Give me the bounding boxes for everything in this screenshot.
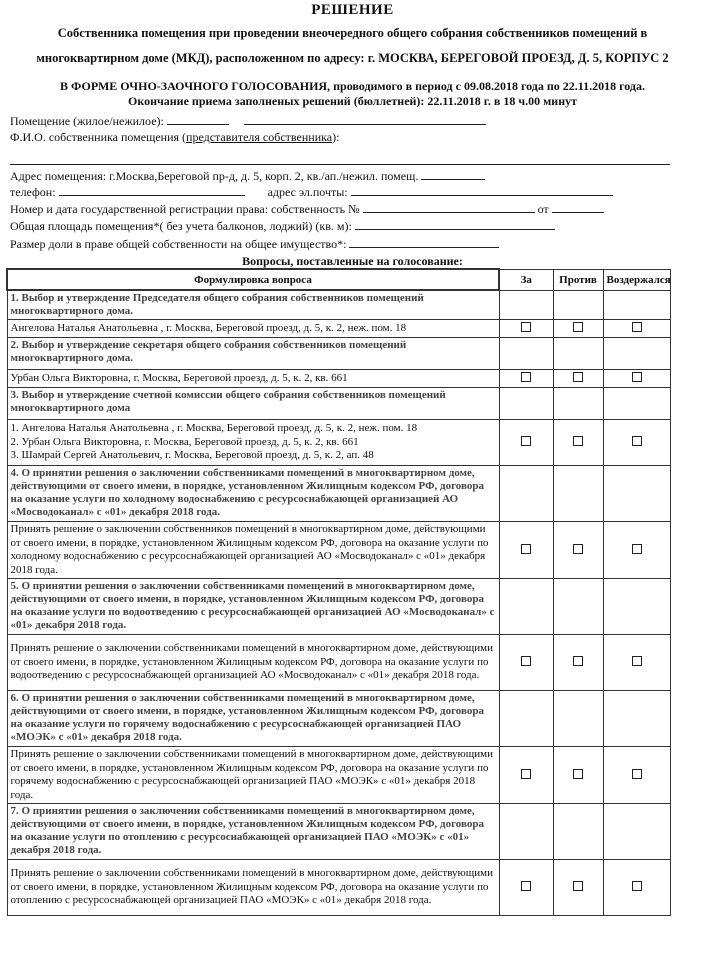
answer-text: 1. Ангелова Наталья Анатольевна , г. Москва, Береговой проезд, д. 5, к. 2, неж. пом. 18 2. Урбан Ольга Викторовна, г. Москва, Береговой проезд, д. 5, к. 2, кв. 661 3. Шамрай Сергей Анатольевич, г. Москва, Береговой проезд, д. 5, к. 2, ап. 48 (7, 420, 499, 466)
vote-against-checkbox[interactable] (573, 769, 583, 779)
vote-against-checkbox[interactable] (573, 372, 583, 382)
answer-row (7, 370, 670, 388)
vote-cell (553, 635, 603, 691)
registration-label: Номер и дата государственной регистрации права: собственность № (10, 202, 360, 216)
vote-cell (499, 635, 553, 691)
vote-cell (603, 747, 670, 804)
vote-cell (499, 804, 553, 860)
area-field[interactable] (355, 218, 555, 230)
question-title-row (7, 804, 670, 860)
questions-body (7, 290, 670, 916)
vote-abstain-checkbox[interactable] (632, 322, 642, 332)
owner-rep-label: представителя собственника (186, 130, 333, 144)
doc-subtitle-2: многоквартирном доме (МКД), расположенном по адресу: г. МОСКВА, БЕРЕГОВОЙ ПРОЕЗД, Д. 5, КОРПУС 2 (36, 51, 669, 65)
vote-against-checkbox[interactable] (573, 322, 583, 332)
vote-cell (553, 860, 603, 916)
premises-label: Помещение (жилое/нежилое): (10, 114, 164, 128)
vote-abstain-checkbox[interactable] (632, 372, 642, 382)
answer-row (7, 860, 670, 916)
owner-label-end: ): (332, 130, 340, 144)
question-title: 3. Выбор и утверждение счетной комиссии общего собрания собственников помещений многоквартирного дома (7, 388, 499, 420)
vote-cell (499, 860, 553, 916)
questions-table (6, 268, 671, 916)
contact-row (10, 184, 613, 200)
vote-cell (499, 338, 553, 370)
doc-subtitle-3: В ФОРМЕ ОЧНО-ЗАОЧНОГО ГОЛОСОВАНИЯ, проводимого в период с 09.08.2018 года по 22.11.2018 года. (60, 79, 645, 93)
vote-cell (553, 579, 603, 635)
registration-row (10, 201, 604, 217)
doc-subtitle-1: Собственника помещения при проведении внеочередного общего собрания собственников помещений в (57, 26, 648, 40)
vote-cell (499, 388, 553, 420)
answer-row (7, 522, 670, 579)
vote-abstain-checkbox[interactable] (632, 544, 642, 554)
answer-row (7, 420, 670, 466)
question-title-row (7, 579, 670, 635)
address-number-field[interactable] (421, 168, 485, 180)
vote-for-checkbox[interactable] (521, 656, 531, 666)
answer-text: Принять решение о заключении собственников помещений в многоквартирном доме, действующими от своего имени, в порядке, установленном Жилищным кодексом РФ, договора на оказание услуги по холодному водоснабжению с ресурсоснабжающей организацией АО «Мосводоканал» с «01» декабря 2018 года. (7, 522, 499, 579)
vote-cell (553, 420, 603, 466)
vote-cell (603, 420, 670, 466)
email-field[interactable] (351, 184, 613, 196)
address-label: Адрес помещения: г.Москва,Береговой пр-д, д. 5, корп. 2, кв./ап./нежил. помещ. (10, 169, 419, 183)
question-title-row (7, 691, 670, 747)
vote-cell (553, 290, 603, 320)
vote-cell (553, 320, 603, 338)
vote-cell (603, 804, 670, 860)
answer-text: Ангелова Наталья Анатольевна , г. Москва, Береговой проезд, д. 5, к. 2, неж. пом. 18 (7, 320, 499, 338)
vote-for-checkbox[interactable] (521, 372, 531, 382)
vote-cell (499, 320, 553, 338)
owner-row (10, 130, 339, 145)
vote-cell (603, 466, 670, 522)
vote-abstain-checkbox[interactable] (632, 436, 642, 446)
owner-name-line[interactable] (10, 164, 670, 165)
phone-field[interactable] (59, 184, 245, 196)
vote-cell (553, 370, 603, 388)
vote-cell (603, 860, 670, 916)
phone-label: телефон: (10, 185, 56, 199)
vote-cell (499, 579, 553, 635)
question-title: 1. Выбор и утверждение Председателя общего собрания собственников помещений многоквартирного дома. (7, 290, 499, 320)
registration-from-label: от (537, 202, 549, 216)
vote-cell (553, 804, 603, 860)
question-title: 5. О принятии решения о заключении собственниками помещений в многоквартирном доме, действующими от своего имени, в порядке, установленном Жилищным кодексом РФ, договора на оказание услуги по водоотведению с ресурсоснабжающей организацией АО «Мосводоканал» с «01» декабря 2018 года. (7, 579, 499, 635)
address-row (10, 168, 485, 184)
answer-text: Принять решение о заключении собственниками помещений в многоквартирном доме, действующими от своего имени, в порядке, установленном Жилищным кодексом РФ, договора на оказание услуги по горячему водоснабжению с ресурсоснабжающей организацией ПАО «МОЭК» с «01» декабря 2018 года. (7, 747, 499, 804)
vote-cell (553, 522, 603, 579)
vote-cell (499, 370, 553, 388)
vote-cell (603, 522, 670, 579)
question-title: 7. О принятии решения о заключении собственниками помещений в многоквартирном доме, действующими от своего имени, в порядке, установленном Жилищным кодексом РФ, договора на оказание услуги по отоплению с ресурсоснабжающей организацией ПАО «МОЭК» с «01» декабря 2018 года. (7, 804, 499, 860)
answer-text: Урбан Ольга Викторовна, г. Москва, Береговой проезд, д. 5, к. 2, кв. 661 (7, 370, 499, 388)
vote-cell (499, 420, 553, 466)
share-label: Размер доли в праве общей собственности на общее имущество*: (10, 237, 347, 251)
answer-text: Принять решение о заключении собственниками помещений в многоквартирном доме, действующими от своего имени, в порядке, установленном Жилищным кодексом РФ, договора на оказание услуги по водоотведению с ресурсоснабжающей организацией АО «Мосводоканал» с «01» декабря 2018 года. (7, 635, 499, 691)
header-against: Против (553, 269, 603, 290)
vote-cell (603, 579, 670, 635)
vote-for-checkbox[interactable] (521, 544, 531, 554)
vote-cell (553, 338, 603, 370)
vote-against-checkbox[interactable] (573, 544, 583, 554)
question-title: 2. Выбор и утверждение секретаря общего собрания собственников помещений многоквартирного дома. (7, 338, 499, 370)
registration-number-field[interactable] (363, 201, 535, 213)
header-for: За (499, 269, 553, 290)
vote-for-checkbox[interactable] (521, 322, 531, 332)
answer-row (7, 635, 670, 691)
vote-abstain-checkbox[interactable] (632, 769, 642, 779)
vote-cell (603, 691, 670, 747)
answer-row (7, 320, 670, 338)
premises-extra-field[interactable] (244, 113, 486, 125)
question-title: 4. О принятии решения о заключении собственниками помещений в многоквартирном доме, действующими от своего имени, в порядке, установленном Жилищным кодексом РФ, договора на оказание услуги по холодному водоснабжению с ресурсоснабжающей организацией АО «Мосводоканал» с «01» декабря 2018 года. (7, 466, 499, 522)
vote-cell (603, 320, 670, 338)
vote-cell (553, 388, 603, 420)
vote-abstain-checkbox[interactable] (632, 881, 642, 891)
vote-for-checkbox[interactable] (521, 881, 531, 891)
question-title: 6. О принятии решения о заключении собственниками помещений в многоквартирном доме, действующими от своего имени, в порядке, установленном Жилищным кодексом РФ, договора на оказание услуги по горячему водоснабжению с ресурсоснабжающей организацией ПАО «МОЭК» с «01» декабря 2018 года. (7, 691, 499, 747)
vote-against-checkbox[interactable] (573, 881, 583, 891)
area-label: Общая площадь помещения*( без учета балконов, лоджий) (кв. м): (10, 219, 352, 233)
vote-cell (603, 290, 670, 320)
premises-row (10, 113, 486, 129)
vote-for-checkbox[interactable] (521, 769, 531, 779)
question-title-row (7, 388, 670, 420)
owner-label: Ф.И.О. собственника помещения ( (10, 130, 187, 144)
email-label: адрес эл.почты: (267, 185, 348, 199)
vote-cell (553, 466, 603, 522)
header-abstain: Воздержался (603, 269, 670, 290)
vote-cell (499, 691, 553, 747)
area-row (10, 218, 555, 234)
share-field[interactable] (349, 236, 499, 248)
question-title-row (7, 338, 670, 370)
vote-cell (603, 370, 670, 388)
header-question: Формулировка вопроса (7, 269, 499, 290)
section-title: Вопросы, поставленные на голосование: (242, 254, 463, 268)
vote-cell (603, 338, 670, 370)
answer-text: Принять решение о заключении собственниками помещений в многоквартирном доме, действующими от своего имени, в порядке, установленном Жилищным кодексом РФ, договора на оказание услуги по отоплению с ресурсоснабжающей организацией ПАО «МОЭК» с «01» декабря 2018 года. (7, 860, 499, 916)
vote-cell (553, 691, 603, 747)
share-row (10, 236, 499, 252)
vote-cell (499, 522, 553, 579)
table-header-row (7, 269, 670, 290)
doc-title: РЕШЕНИЕ (311, 2, 394, 18)
doc-deadline: Окончание приема заполненых решений (бюллетней): 22.11.2018 г. в 18 ч.00 минут (128, 94, 577, 108)
vote-abstain-checkbox[interactable] (632, 656, 642, 666)
question-title-row (7, 290, 670, 320)
question-title-row (7, 466, 670, 522)
vote-cell (499, 290, 553, 320)
vote-cell (603, 635, 670, 691)
vote-against-checkbox[interactable] (573, 656, 583, 666)
answer-row (7, 747, 670, 804)
vote-cell (553, 747, 603, 804)
vote-cell (603, 388, 670, 420)
vote-for-checkbox[interactable] (521, 436, 531, 446)
premises-type-field[interactable] (167, 113, 229, 125)
registration-date-field[interactable] (552, 201, 604, 213)
vote-cell (499, 747, 553, 804)
vote-cell (499, 466, 553, 522)
vote-against-checkbox[interactable] (573, 436, 583, 446)
